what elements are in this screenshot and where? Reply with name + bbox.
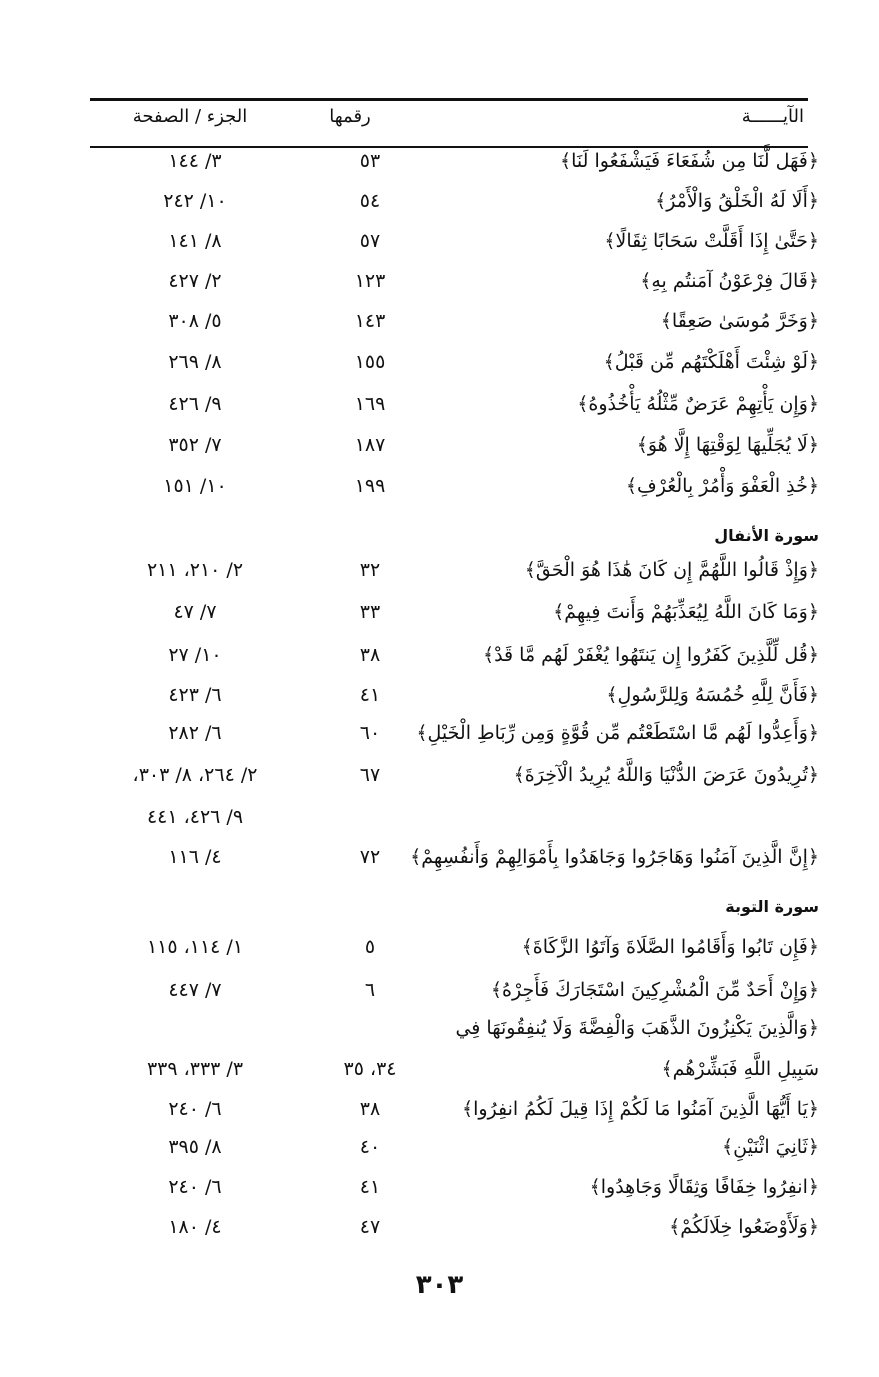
verse-number: ٣٣ (359, 601, 381, 623)
header-reference: الجزء / الصفحة (132, 106, 248, 127)
surah-heading-row (90, 897, 819, 933)
table-row (90, 150, 819, 186)
table-row (90, 936, 819, 972)
volume-page-ref: ٢/ ٢١٠، ٢١١ (146, 559, 244, 581)
table-row (90, 806, 819, 842)
table-row (90, 764, 819, 800)
table-row (90, 190, 819, 226)
table-row (90, 1058, 819, 1094)
table-row (90, 846, 819, 882)
volume-page-ref: ٦/ ٢٨٢ (168, 722, 222, 744)
verse-number: ٣٢ (359, 559, 381, 581)
top-rule (90, 98, 808, 101)
volume-page-ref: ٩/ ٤٢٦ (168, 393, 222, 415)
volume-page-ref: ٦/ ٢٤٠ (168, 1098, 222, 1120)
verse-text: ﴿حَتَّىٰ إِذَا أَقَلَّتْ سَحَابًا ثِقَالًا﴾ (604, 230, 819, 252)
table-row (90, 1098, 819, 1134)
verse-number: ١٤٣ (354, 310, 386, 332)
verse-number: ١٥٥ (354, 351, 386, 373)
volume-page-ref: ٧/ ٤٧ (173, 601, 217, 623)
verse-number: ١٢٣ (354, 270, 386, 292)
table-row (90, 1136, 819, 1172)
volume-page-ref: ٤/ ١١٦ (168, 846, 222, 868)
header-number: رقمها (329, 106, 371, 127)
verse-text: ﴿وَإِذْ قَالُوا اللَّهُمَّ إِن كَانَ هَٰذَا هُوَ الْحَقَّ﴾ (524, 559, 819, 581)
verse-number: ٦٠ (359, 722, 381, 744)
verse-text: ﴿وَالَّذِينَ يَكْنِزُونَ الذَّهَبَ وَالْفِضَّةَ وَلَا يُنفِقُونَهَا فِي (455, 1017, 819, 1039)
verse-number: ١٩٩ (354, 475, 386, 497)
surah-heading: سورة التوبة (725, 897, 819, 916)
volume-page-ref: ٧/ ٤٤٧ (168, 979, 222, 1001)
verse-text: سَبِيلِ اللَّهِ فَبَشِّرْهُم﴾ (661, 1058, 819, 1080)
volume-page-ref: ١٠/ ١٥١ (163, 475, 227, 497)
table-row (90, 393, 819, 429)
volume-page-ref: ٢/ ٤٢٧ (168, 270, 222, 292)
verse-text: ﴿وَإِن يَأْتِهِمْ عَرَضٌ مِّثْلُهُ يَأْخُذُوهُ﴾ (577, 393, 819, 415)
page-number: ٣٠٣ (415, 1270, 464, 1300)
verse-text: ﴿فَأَنَّ لِلَّهِ خُمُسَهُ وَلِلرَّسُولِ﴾ (606, 684, 819, 706)
verse-text: ﴿إِنَّ الَّذِينَ آمَنُوا وَهَاجَرُوا وَجَاهَدُوا بِأَمْوَالِهِمْ وَأَنفُسِهِمْ﴾ (410, 846, 819, 868)
header-rule (90, 146, 808, 148)
table-row (90, 601, 819, 637)
table-row (90, 1176, 819, 1212)
verse-number: ٥ (364, 936, 376, 958)
verse-number: ١٨٧ (354, 434, 386, 456)
volume-page-ref: ٦/ ٤٢٣ (168, 684, 222, 706)
table-row (90, 270, 819, 306)
verse-text: ﴿وَمَا كَانَ اللَّهُ لِيُعَذِّبَهُمْ وَأَنتَ فِيهِمْ﴾ (553, 601, 819, 623)
table-row (90, 310, 819, 346)
volume-page-ref: ٣/ ١٤٤ (168, 150, 222, 172)
surah-heading-row (90, 526, 819, 562)
verse-number: ٤٠ (359, 1136, 381, 1158)
verse-text: ﴿تُرِيدُونَ عَرَضَ الدُّنْيَا وَاللَّهُ يُرِيدُ الْآخِرَةَ﴾ (513, 764, 819, 786)
verse-text: ﴿وَإِنْ أَحَدٌ مِّنَ الْمُشْرِكِينَ اسْتَجَارَكَ فَأَجِرْهُ﴾ (490, 979, 819, 1001)
table-row (90, 230, 819, 266)
volume-page-ref: ٢/ ٢٦٤، ٨/ ٣٠٣، (132, 764, 258, 786)
verse-number: ٣٨ (359, 1098, 381, 1120)
table-row (90, 351, 819, 387)
verse-text: ﴿وَأَعِدُّوا لَهُم مَّا اسْتَطَعْتُم مِّن قُوَّةٍ وَمِن رِّبَاطِ الْخَيْلِ﴾ (416, 722, 819, 744)
verse-text: ﴿فَإِن تَابُوا وَأَقَامُوا الصَّلَاةَ وَآتَوُا الزَّكَاةَ﴾ (521, 936, 819, 958)
table-row (90, 559, 819, 595)
verse-number: ٦٧ (359, 764, 381, 786)
volume-page-ref: ٨/ ٣٩٥ (168, 1136, 222, 1158)
verse-text: ﴿خُذِ الْعَفْوَ وَأْمُرْ بِالْعُرْفِ﴾ (625, 475, 819, 497)
table-row (90, 475, 819, 511)
verse-text: ﴿فَهَل لَّنَا مِن شُفَعَاءَ فَيَشْفَعُوا لَنَا﴾ (559, 150, 819, 172)
volume-page-ref: ٥/ ٣٠٨ (168, 310, 222, 332)
verse-text: ﴿ثَانِيَ اثْنَيْنِ﴾ (721, 1136, 819, 1158)
verse-number: ٦ (364, 979, 376, 1001)
table-row (90, 1216, 819, 1252)
verse-number: ٥٤ (359, 190, 381, 212)
verse-text: ﴿لَوْ شِئْتَ أَهْلَكْتَهُم مِّن قَبْلُ﴾ (603, 351, 819, 373)
verse-text: ﴿وَلَأَوْضَعُوا خِلَالَكُمْ﴾ (669, 1216, 819, 1238)
table-row (90, 979, 819, 1015)
verse-text: ﴿لَا يُجَلِّيهَا لِوَقْتِهَا إِلَّا هُوَ﴾ (636, 434, 819, 456)
verse-text: ﴿أَلَا لَهُ الْخَلْقُ وَالْأَمْرُ﴾ (655, 190, 819, 212)
verse-number: ٣٤، ٣٥ (343, 1058, 397, 1080)
verse-number: ٣٨ (359, 644, 381, 666)
verse-number: ١٦٩ (354, 393, 386, 415)
verse-number: ٥٣ (359, 150, 381, 172)
verse-number: ٧٢ (359, 846, 381, 868)
volume-page-ref: ١٠/ ٢٤٢ (163, 190, 227, 212)
table-row (90, 684, 819, 720)
verse-number: ٤١ (359, 684, 381, 706)
volume-page-ref: ٤/ ١٨٠ (168, 1216, 222, 1238)
volume-page-ref: ٩/ ٤٢٦، ٤٤١ (146, 806, 244, 828)
table-row (90, 434, 819, 470)
verse-number: ٤١ (359, 1176, 381, 1198)
verse-number: ٥٧ (359, 230, 381, 252)
verse-text: ﴿انفِرُوا خِفَافًا وَثِقَالًا وَجَاهِدُوا﴾ (589, 1176, 819, 1198)
volume-page-ref: ٨/ ٢٦٩ (168, 351, 222, 373)
volume-page-ref: ٧/ ٣٥٢ (168, 434, 222, 456)
verse-text: ﴿قَالَ فِرْعَوْنُ آمَنتُم بِهِ﴾ (640, 270, 819, 292)
verse-text: ﴿قُل لِّلَّذِينَ كَفَرُوا إِن يَنتَهُوا يُغْفَرْ لَهُم مَّا قَدْ﴾ (482, 644, 819, 666)
volume-page-ref: ١٠/ ٢٧ (168, 644, 222, 666)
table-row (90, 722, 819, 758)
verse-text: ﴿يَا أَيُّهَا الَّذِينَ آمَنُوا مَا لَكُمْ إِذَا قِيلَ لَكُمُ انفِرُوا﴾ (461, 1098, 819, 1120)
volume-page-ref: ٣/ ٣٣٣، ٣٣٩ (146, 1058, 244, 1080)
surah-heading: سورة الأنفال (714, 526, 819, 545)
volume-page-ref: ٨/ ١٤١ (168, 230, 222, 252)
volume-page-ref: ٦/ ٢٤٠ (168, 1176, 222, 1198)
volume-page-ref: ١/ ١١٤، ١١٥ (146, 936, 244, 958)
header-verse: الآيــــــة (741, 106, 804, 127)
table-row (90, 1017, 819, 1053)
verse-text: ﴿وَخَرَّ مُوسَىٰ صَعِقًا﴾ (660, 310, 819, 332)
verse-number: ٤٧ (359, 1216, 381, 1238)
table-row (90, 644, 819, 680)
